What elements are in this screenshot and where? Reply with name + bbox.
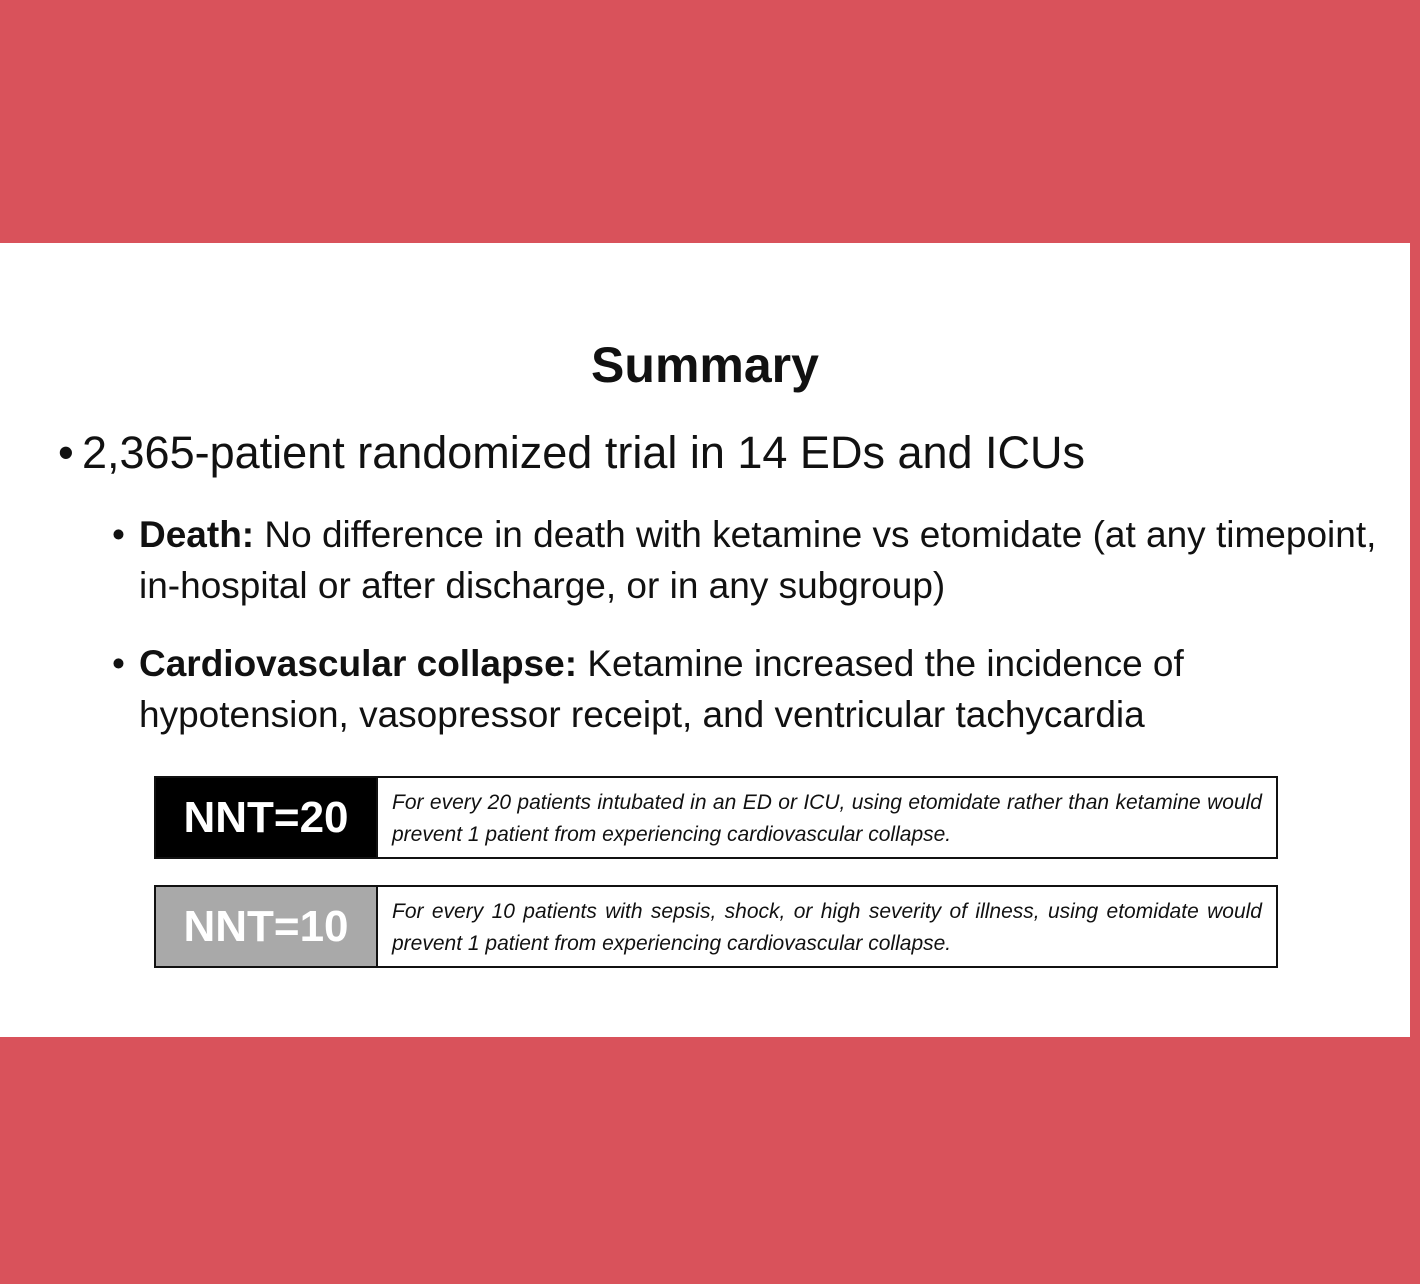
- sub-bullet-cardiovascular: [112, 638, 1382, 740]
- bullet-dot: •: [58, 427, 74, 478]
- nnt-20-label: NNT=20: [156, 778, 378, 857]
- sub-bullet-label: Death:: [139, 514, 255, 555]
- bullet-dot: •: [112, 643, 125, 684]
- nnt-10-box: [154, 885, 1278, 968]
- sub-bullet-text: [139, 638, 1382, 740]
- sub-bullet-body: Ketamine increased the incidence of hypotension, vasopressor receipt, and ventricular tachycardia: [139, 643, 1184, 735]
- nnt-20-box: [154, 776, 1278, 859]
- bullet-dot: •: [112, 514, 125, 555]
- nnt-10-description: For every 10 patients with sepsis, shock, or high severity of illness, using etomidate would prevent 1 patient from experiencing cardiovascular collapse.: [392, 900, 1262, 955]
- main-bullet: [58, 426, 1085, 480]
- summary-slide: [0, 243, 1410, 1037]
- nnt-20-description: For every 20 patients intubated in an ED or ICU, using etomidate rather than ketamine would prevent 1 patient from experiencing cardiovascular collapse.: [392, 791, 1262, 846]
- main-bullet-text: 2,365-patient randomized trial in 14 EDs and ICUs: [82, 427, 1086, 478]
- sub-bullet-death: [112, 509, 1382, 611]
- sub-bullet-body: No difference in death with ketamine vs etomidate (at any timepoint, in-hospital or after discharge, or in any subgroup): [139, 514, 1377, 606]
- sub-bullet-label: Cardiovascular collapse:: [139, 643, 578, 684]
- slide-title: Summary: [591, 337, 819, 393]
- nnt-10-label: NNT=10: [156, 887, 378, 966]
- sub-bullet-text: [139, 509, 1382, 611]
